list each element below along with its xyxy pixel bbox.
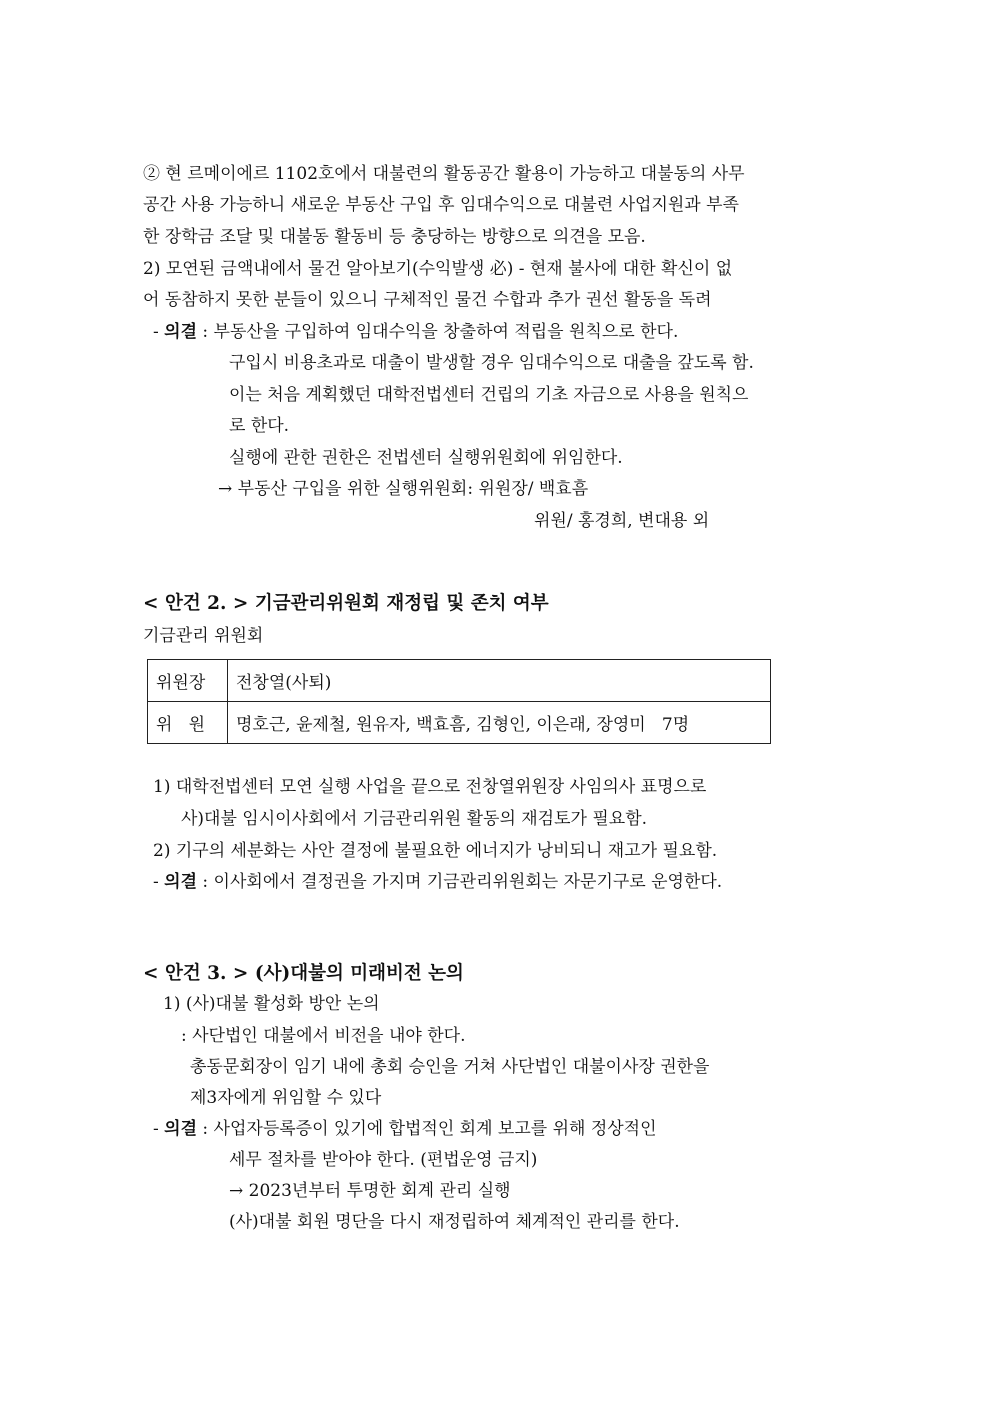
- agenda1-paragraph-line: 어 동참하지 못한 분들이 있으니 구체적인 물건 수합과 추가 권선 활동을 독려: [143, 290, 712, 310]
- agenda2-resolution: - 의결 : 이사회에서 결정권을 가지며 기금관리위원회는 자문기구로 운영한다.: [153, 872, 723, 892]
- table-row: [148, 702, 771, 744]
- agenda2-subtitle: 기금관리 위원회: [143, 626, 264, 646]
- agenda1-resolution-line: 로 한다.: [229, 416, 290, 436]
- table-cell-value: 전창열(사퇴): [228, 660, 771, 702]
- agenda2-item-2: 2) 기구의 세분화는 사안 결정에 불필요한 에너지가 낭비되니 재고가 필요함.: [153, 841, 718, 861]
- agenda1-paragraph-line: ② 현 르메이에르 1102호에서 대불련의 활동공간 활용이 가능하고 대불동의 사무: [143, 164, 745, 184]
- agenda1-paragraph-line: 한 장학금 조달 및 대불동 활동비 등 충당하는 방향으로 의견을 모음.: [143, 227, 646, 247]
- agenda2-heading: < 안건 2. > 기금관리위원회 재정립 및 존치 여부: [143, 593, 549, 614]
- table-cell-value: 명호근, 윤제철, 원유자, 백효흠, 김형인, 이은래, 장영미 7명: [228, 702, 771, 744]
- agenda2-item-1-cont: 사)대불 임시이사회에서 기금관리위원 활동의 재검토가 필요함.: [181, 809, 648, 829]
- resolution-label: 의결: [164, 1119, 198, 1139]
- agenda3-resolution: - 의결 : 사업자등록증이 있기에 합법적인 회계 보고를 위해 정상적인: [153, 1119, 657, 1139]
- agenda3-resolution-line: 세무 절차를 받아야 한다. (편법운영 금지): [229, 1150, 538, 1170]
- agenda3-item-line: : 사단법인 대불에서 비전을 내야 한다.: [181, 1026, 466, 1046]
- agenda1-paragraph-line: 공간 사용 가능하니 새로운 부동산 구입 후 임대수익으로 대불련 사업지원과 부족: [143, 195, 739, 215]
- table-row: [148, 660, 771, 702]
- agenda3-resolution-line: → 2023년부터 투명한 회계 관리 실행: [229, 1181, 511, 1201]
- agenda3-item-1: 1) (사)대불 활성화 방안 논의: [163, 994, 380, 1014]
- agenda3-item-line: 제3자에게 위임할 수 있다: [190, 1088, 382, 1108]
- agenda3-resolution-line: (사)대불 회원 명단을 다시 재정립하여 체계적인 관리를 한다.: [229, 1212, 680, 1232]
- agenda3-item-line: 총동문회장이 임기 내에 총회 승인을 거쳐 사단법인 대불이사장 권한을: [190, 1057, 710, 1077]
- table-cell-key: 위원장: [148, 660, 228, 702]
- agenda1-item-2: 2) 모연된 금액내에서 물건 알아보기(수익발생 必) - 현재 불사에 대한 확신이 없: [143, 259, 733, 279]
- agenda2-item-1: 1) 대학전법센터 모연 실행 사업을 끝으로 전창열위원장 사임의사 표명으로: [153, 777, 707, 797]
- agenda3-heading: < 안건 3. > (사)대불의 미래비전 논의: [143, 963, 464, 984]
- agenda1-committee-members: 위원/ 홍경희, 변대용 외: [534, 511, 710, 531]
- agenda1-resolution-line: 실행에 관한 권한은 전법센터 실행위원회에 위임한다.: [229, 448, 623, 468]
- resolution-label: 의결: [164, 872, 198, 892]
- table-cell-key: 위 원: [148, 702, 228, 744]
- agenda1-committee-line: → 부동산 구입을 위한 실행위원회: 위원장/ 백효흠: [218, 479, 589, 499]
- agenda1-resolution-line: 구입시 비용초과로 대출이 발생할 경우 임대수익으로 대출을 갚도록 함.: [229, 353, 754, 373]
- agenda1-resolution-line: 이는 처음 계획했던 대학전법센터 건립의 기초 자금으로 사용을 원칙으: [229, 385, 749, 405]
- fund-committee-table: [147, 659, 771, 744]
- resolution-label: 의결: [164, 322, 198, 342]
- agenda1-resolution: - 의결 : 부동산을 구입하여 임대수익을 창출하여 적립을 원칙으로 한다.: [153, 322, 679, 342]
